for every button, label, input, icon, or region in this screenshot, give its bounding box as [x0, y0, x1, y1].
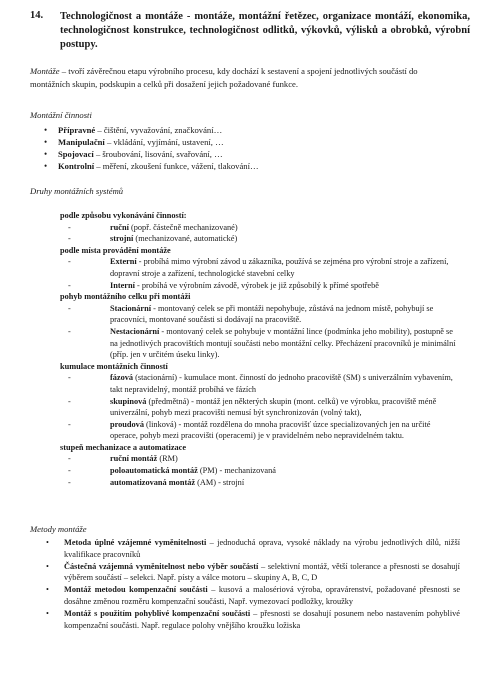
list-item: • Montáž s použitím pohyblivé kompenzační součásti – přesnosti se dosahují posunem nebo nastavením pohyblivé kompenzační součásti. Např. regulace polohy vnějšího kroužku ložiska — [40, 608, 460, 632]
group-title: podle způsobu vykonávání činností: — [60, 211, 187, 220]
group-title: stupeň mechanizace a automatizace — [60, 442, 187, 452]
list-item: • Částečná vzájemná vyměnitelnost nebo výběr součástí – selektivní montáž, větší tolerance a přesnosti se dosahují výběrem součástí – selekci. Např. písty a válce motoru – skupiny A, B, C, D — [40, 561, 460, 585]
chapter-title: Technologičnost a montáže - montáže, montážní řetězec, organizace montáží, ekonomika, technologičnost konstrukce, technologičnost odlitků, výkovků, výlisků a obrobků, výrobní postupy. — [60, 11, 470, 50]
list-item: - poloautomatická montáž (PM) - mechanizovaná — [68, 466, 276, 476]
methods-heading: Metody montáže — [30, 524, 87, 534]
list-item: • Kontrolní – měření, zkoušení funkce, vážení, tlakování… — [44, 160, 444, 172]
systems-heading: Druhy montážních systémů — [30, 186, 124, 196]
list-item: - Externí - probíhá mimo výrobní závod u zákazníka, používá se zejména pro výrobní stroje a zařízení, dopravní stroje a zařízení, technologické stavební celky — [68, 257, 449, 278]
list-item: - Nestacionární - montovaný celek se pohybuje v montážní lince (podmínka jeho mobility), postupně se na jednotlivých pracovištích montují součásti nebo montážní celky. Přecházení pracovníků je minimální (příp. jen v určitém úseku linky). — [68, 326, 456, 360]
list-item: - automatizovaná montáž (AM) - strojní — [68, 477, 245, 487]
list-item: - ruční montáž (RM) — [68, 454, 178, 464]
methods-list — [30, 537, 460, 631]
list-item: - fázová (stacionární) - kumulace mont. činností do jednoho pracoviště (SM) s univerzálním vybavením, takt nepravidelný, montáž probíhá ve fázích — [68, 373, 453, 394]
activities-heading: Montážní činnosti — [30, 110, 92, 120]
intro-paragraph — [30, 65, 455, 90]
chapter-number: 14. — [30, 10, 44, 21]
intro-term: Montáže — [30, 66, 60, 76]
list-item: • Spojovací – šroubování, lisování, svařování, … — [44, 148, 444, 160]
intro-text: – tvoří závěrečnou etapu výrobního procesu, kdy dochází k sestavení a spojení jednotlivých součástí do montážních skupin, podskupin a celků při dosažení jejich požadované funkce. — [30, 66, 418, 89]
list-item: - skupinová (předmětná) - montáž jen některých skupin (mont. celků) ve výrobku, pracoviště méně univerzální, pohyb mezi pracovišti nemusí být synchronizován (volný takt), — [68, 396, 437, 418]
methods-section — [30, 524, 460, 631]
list-item: • Manipulační – vkládání, vyjímání, ustavení, … — [44, 136, 444, 148]
systems-section — [30, 210, 460, 488]
activities-list — [44, 124, 444, 172]
list-item: - proudová (linková) - montáž rozdělena do mnoha pracovišť úzce specializovaných jen na určité operace, pohyb mezi pracovišti (operacemi) je v pravidelném nebo nepravidelném taktu. — [68, 419, 431, 441]
list-item: - Stacionární - montovaný celek se při montáži nepohybuje, zůstává na jednom místě, pohybují se pracovníci, montované součásti si dodávají na pracoviště. — [68, 303, 434, 325]
list-item: - ruční (popř. částečně mechanizované) — [68, 222, 238, 232]
list-item: - strojní (mechanizované, automatické) — [68, 234, 238, 244]
list-item: - Interní - probíhá ve výrobním závodě, výrobek je již způsobilý k přímé spotřebě — [68, 280, 379, 290]
list-item: • Přípravné – čištění, vyvažování, značkování… — [44, 124, 444, 136]
list-item: • Metoda úplné vzájemné vyměnitelnosti – jednoduchá oprava, vysoké náklady na výrobu jednotlivých dílů, nižší kvalifikace pracovníků — [40, 537, 460, 561]
group-title: podle místa provádění montáže — [60, 245, 171, 255]
list-item: • Montáž metodou kompenzační součásti – kusová a malosériová výroba, opravárenství, požadované přesnosti se dosáhne změnou rozměru kompenzační součásti, Např. vymezovací podložky, kroužky — [40, 584, 460, 608]
group-title: kumulace montážních činností — [60, 361, 168, 371]
group-title: pohyb montážního celku při montáži — [60, 292, 191, 302]
